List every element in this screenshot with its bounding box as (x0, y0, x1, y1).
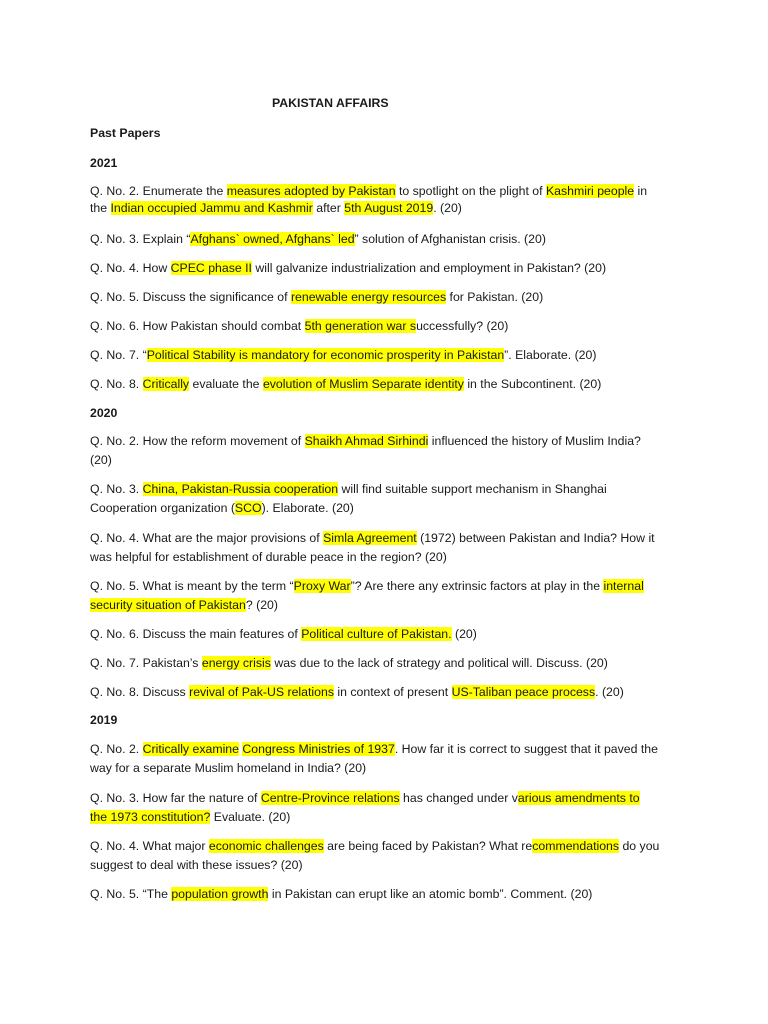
highlighted-text: Congress Ministries of 1937 (242, 742, 395, 756)
question-text: ). Elaborate. (20) (261, 501, 354, 515)
question-text: Q. No. 7. “ (90, 348, 147, 362)
question-text: for Pakistan. (20) (446, 290, 544, 304)
question-line (90, 452, 112, 469)
highlighted-text: Proxy War (293, 579, 351, 593)
highlighted-text: energy crisis (201, 656, 271, 670)
question-text: in Pakistan can erupt like an atomic bomb”. Comment. (20) (268, 887, 593, 901)
question-text: Q. No. 8. Discuss (90, 685, 190, 699)
question-text: Q. No. 5. “The (90, 887, 172, 901)
question-line (90, 597, 278, 614)
question-text: Q. No. 2. How the reform movement of (90, 434, 305, 448)
question-text: after (312, 201, 345, 215)
question-line (90, 318, 508, 335)
question-text: (1972) between Pakistan and India? How it (416, 531, 655, 545)
highlighted-text: internal (603, 579, 644, 593)
question-text: suggest to deal with these issues? (20) (90, 858, 303, 872)
question-line (90, 626, 477, 643)
highlighted-text: Afghans` owned, Afghans` led (190, 232, 355, 246)
highlighted-text: evolution of Muslim Separate identity (262, 377, 464, 391)
question-text: Q. No. 6. Discuss the main features of (90, 627, 302, 641)
question-text: Q. No. 4. How (90, 261, 171, 275)
highlighted-text: 5th generation war s (304, 319, 417, 333)
question-text: are being faced by Pakistan? What re (323, 839, 533, 853)
question-line (90, 433, 641, 450)
question-line (90, 481, 607, 498)
question-text: Q. No. 3. (90, 482, 143, 496)
question-text: will galvanize industrialization and employment in Pakistan? (20) (251, 261, 607, 275)
highlighted-text: economic challenges (208, 839, 324, 853)
question-line (90, 741, 658, 758)
question-line (90, 809, 290, 826)
highlighted-text: 5th August 2019 (344, 201, 434, 215)
question-text: has changed under v (399, 791, 518, 805)
question-text: in (634, 184, 648, 198)
highlighted-text: Critically (142, 377, 190, 391)
highlighted-text: revival of Pak-US relations (189, 685, 334, 699)
page-title: PAKISTAN AFFAIRS (272, 96, 389, 110)
highlighted-text: Centre-Province relations (260, 791, 400, 805)
question-text: (20) (90, 453, 112, 467)
question-text: will find suitable support mechanism in Shanghai (338, 482, 607, 496)
question-text: ”. Elaborate. (20) (504, 348, 597, 362)
highlighted-text: measures adopted by Pakistan (226, 184, 396, 198)
question-text: evaluate the (189, 377, 263, 391)
question-text: Evaluate. (20) (210, 810, 291, 824)
question-line (90, 760, 366, 777)
year-heading-2021: 2021 (90, 156, 118, 170)
question-text: ” solution of Afghanistan crisis. (20) (354, 232, 546, 246)
question-text: Q. No. 2. (90, 742, 143, 756)
highlighted-text: US-Taliban peace process (451, 685, 596, 699)
highlighted-text: security situation of Pakistan (90, 598, 246, 612)
question-line (90, 376, 601, 393)
question-line (90, 530, 655, 547)
highlighted-text: Simla Agreement (323, 531, 417, 545)
question-text: Q. No. 5. What is meant by the term “ (90, 579, 294, 593)
question-text: (20) (451, 627, 477, 641)
question-text: . How far it is correct to suggest that it paved the (394, 742, 658, 756)
question-text: Q. No. 6. How Pakistan should combat (90, 319, 305, 333)
highlighted-text: the 1973 constitution? (90, 810, 211, 824)
question-line (90, 838, 659, 855)
question-line (90, 790, 640, 807)
question-text: uccessfully? (20) (416, 319, 509, 333)
question-text: was helpful for establishment of durable peace in the region? (20) (90, 550, 447, 564)
question-text: do you (619, 839, 660, 853)
question-line (90, 231, 546, 248)
question-text: Q. No. 5. Discuss the significance of (90, 290, 291, 304)
question-text: was due to the lack of strategy and political will. Discuss. (20) (270, 656, 608, 670)
question-text: ”? Are there any extrinsic factors at play in the (350, 579, 604, 593)
question-line (90, 578, 644, 595)
question-text: . (20) (595, 685, 624, 699)
question-line (90, 347, 596, 364)
highlighted-text: SCO (234, 501, 262, 515)
highlighted-text: Critically examine (142, 742, 239, 756)
highlighted-text: Indian occupied Jammu and Kashmir (110, 201, 313, 215)
highlighted-text: Political culture of Pakistan. (301, 627, 452, 641)
page-subtitle: Past Papers (90, 126, 161, 140)
question-text: way for a separate Muslim homeland in India? (20) (90, 761, 367, 775)
question-text: the (90, 201, 111, 215)
question-text: Q. No. 4. What are the major provisions of (90, 531, 324, 545)
question-line (90, 886, 592, 903)
question-line (90, 655, 608, 672)
highlighted-text: Political Stability is mandatory for economic prosperity in Pakistan (146, 348, 505, 362)
question-text: Q. No. 7. Pakistan’s (90, 656, 202, 670)
question-line (90, 200, 462, 217)
highlighted-text: arious amendments to (517, 791, 640, 805)
question-line (90, 500, 354, 517)
question-text: in the Subcontinent. (20) (463, 377, 602, 391)
question-text: ? (20) (245, 598, 278, 612)
question-text: Cooperation organization ( (90, 501, 235, 515)
highlighted-text: renewable energy resources (290, 290, 447, 304)
question-text: to spotlight on the plight of (395, 184, 546, 198)
highlighted-text: Shaikh Ahmad Sirhindi (304, 434, 429, 448)
question-line (90, 183, 647, 200)
highlighted-text: CPEC phase II (170, 261, 252, 275)
question-text: Q. No. 2. Enumerate the (90, 184, 227, 198)
question-line (90, 857, 303, 874)
question-text: Q. No. 4. What major (90, 839, 209, 853)
question-line (90, 549, 447, 566)
question-line (90, 260, 606, 277)
question-text: in context of present (333, 685, 452, 699)
highlighted-text: Kashmiri people (545, 184, 635, 198)
question-text: influenced the history of Muslim India? (428, 434, 641, 448)
question-text: Q. No. 3. Explain “ (90, 232, 191, 246)
year-heading-2019: 2019 (90, 713, 118, 727)
highlighted-text: population growth (171, 887, 269, 901)
question-line (90, 289, 543, 306)
year-heading-2020: 2020 (90, 406, 118, 420)
question-text: . (20) (433, 201, 462, 215)
question-line (90, 684, 624, 701)
question-text: Q. No. 3. How far the nature of (90, 791, 261, 805)
highlighted-text: China, Pakistan-Russia cooperation (142, 482, 339, 496)
highlighted-text: commendations (532, 839, 620, 853)
question-text: Q. No. 8. (90, 377, 143, 391)
